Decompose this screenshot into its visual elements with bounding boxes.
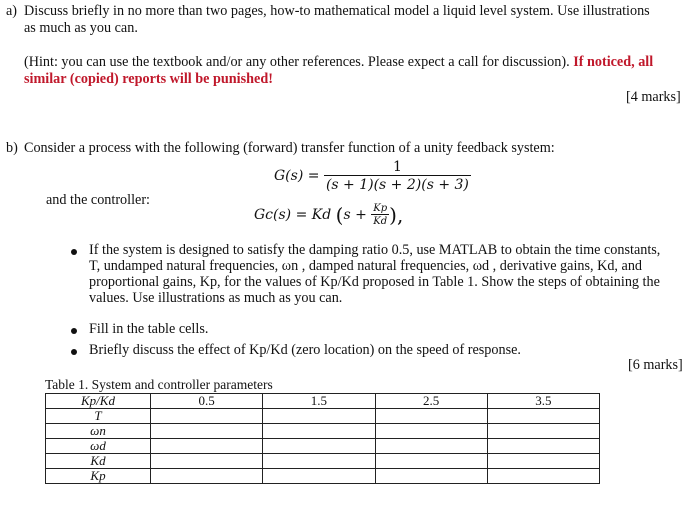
table-column-header: 1.5 bbox=[263, 394, 375, 409]
controller-label: and the controller: bbox=[46, 192, 151, 208]
table-column-header: 3.5 bbox=[487, 394, 599, 409]
open-paren: ( bbox=[335, 203, 344, 227]
part-b-label: b) bbox=[6, 140, 18, 156]
controller-transfer-function bbox=[254, 203, 403, 227]
controller-denominator: Kd bbox=[373, 216, 388, 227]
part-b-marks: [6 marks] bbox=[628, 357, 683, 373]
table-cell bbox=[263, 409, 375, 424]
bullet-2: Fill in the table cells. bbox=[89, 321, 209, 337]
table-cell bbox=[151, 424, 263, 439]
bullet-dot bbox=[71, 349, 77, 355]
table-cell bbox=[375, 454, 487, 469]
table-cell bbox=[487, 424, 599, 439]
controller-numerator: Kp bbox=[373, 203, 388, 214]
plant-lhs: G(s) = bbox=[274, 168, 320, 184]
table-row bbox=[46, 469, 600, 484]
table-cell bbox=[263, 424, 375, 439]
table-cell bbox=[375, 409, 487, 424]
table-cell bbox=[487, 469, 599, 484]
bullet-1-line2: T, undamped natural frequencies, ωn , damped natural frequencies, ωd , derivative gains, Kd, and bbox=[89, 258, 643, 274]
table-cell bbox=[487, 439, 599, 454]
hint-line1 bbox=[24, 54, 653, 71]
table-cell bbox=[151, 469, 263, 484]
table-cell bbox=[263, 439, 375, 454]
part-a-question-line1: Discuss briefly in no more than two pages, how-to mathematical model a liquid level system. Use illustrations bbox=[24, 3, 650, 19]
bullet-1-line1: If the system is designed to satisfy the damping ratio 0.5, use MATLAB to obtain the time constants, bbox=[89, 242, 661, 258]
table-cell bbox=[375, 424, 487, 439]
table-row-label: ωn bbox=[46, 424, 151, 439]
table-header-row bbox=[46, 394, 600, 409]
table-cell bbox=[487, 409, 599, 424]
plant-numerator: 1 bbox=[392, 159, 402, 175]
table-row-label: T bbox=[46, 409, 151, 424]
table-cell bbox=[151, 439, 263, 454]
table-row bbox=[46, 454, 600, 469]
bullet-dot bbox=[71, 249, 77, 255]
controller-fraction bbox=[371, 203, 389, 227]
table-cell bbox=[263, 469, 375, 484]
plant-denominator: (s + 1)(s + 2)(s + 3) bbox=[325, 177, 469, 193]
warning-text-end: similar (copied) reports will be punished! bbox=[24, 71, 273, 87]
table-cell bbox=[487, 454, 599, 469]
plant-transfer-function bbox=[274, 159, 471, 193]
table-caption: Table 1. System and controller parameters bbox=[45, 377, 273, 392]
hint-text: (Hint: you can use the textbook and/or any other references. Please expect a call for discussion). bbox=[24, 54, 570, 70]
table-row bbox=[46, 409, 600, 424]
table-cell bbox=[375, 469, 487, 484]
table-row bbox=[46, 424, 600, 439]
part-b-intro: Consider a process with the following (forward) transfer function of a unity feedback system: bbox=[24, 140, 555, 156]
table-column-header: 0.5 bbox=[151, 394, 263, 409]
part-a-marks: [4 marks] bbox=[626, 89, 681, 105]
bullet-3: Briefly discuss the effect of Kp/Kd (zero location) on the speed of response. bbox=[89, 342, 521, 358]
table-cell bbox=[151, 454, 263, 469]
table-row-label: ωd bbox=[46, 439, 151, 454]
bullet-dot bbox=[71, 328, 77, 334]
table-row bbox=[46, 439, 600, 454]
table-cell bbox=[263, 454, 375, 469]
table-column-header: 2.5 bbox=[375, 394, 487, 409]
controller-lhs: Gc(s) = Kd bbox=[254, 207, 332, 223]
bullet-1-line3: proportional gains, Kp, for the values of Kp/Kd proposed in Table 1. Show the steps of obtaining the bbox=[89, 274, 660, 290]
table-cell bbox=[151, 409, 263, 424]
table-row-label: Kp bbox=[46, 469, 151, 484]
table-header-label: Kp/Kd bbox=[46, 394, 151, 409]
plant-fraction bbox=[324, 159, 471, 193]
warning-text-start: If noticed, all bbox=[573, 54, 654, 70]
table-row-label: Kd bbox=[46, 454, 151, 469]
close-paren: ), bbox=[389, 203, 404, 227]
part-a-label: a) bbox=[6, 3, 18, 19]
controller-s-term: s + bbox=[343, 207, 367, 223]
part-a-question-line2: as much as you can. bbox=[24, 20, 138, 36]
parameters-table bbox=[45, 393, 600, 484]
bullet-1-line4: values. Use illustrations as much as you can. bbox=[89, 290, 343, 306]
table-cell bbox=[375, 439, 487, 454]
